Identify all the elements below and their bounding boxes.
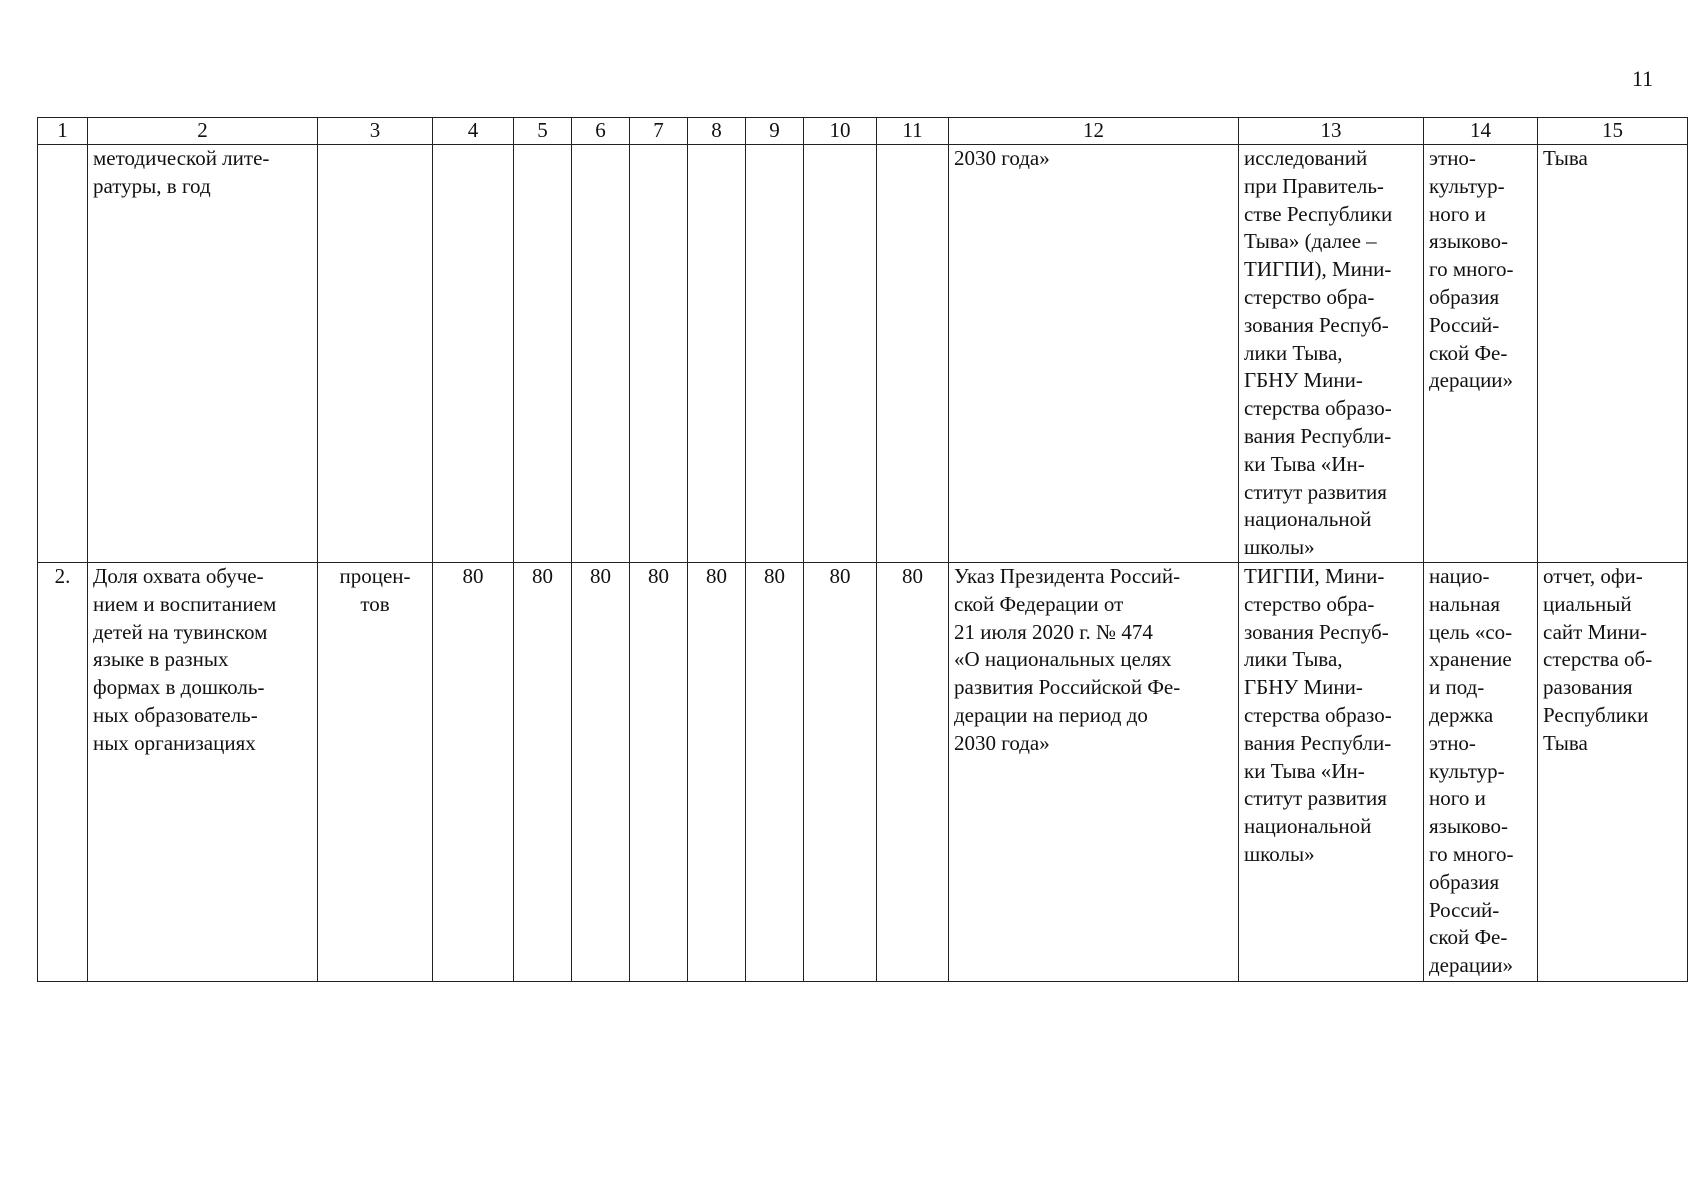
page-number: 11 [1632, 66, 1654, 91]
responsible-cell: исследований при Правитель- стве Республики Тыва» (далее – ТИГПИ), Мини- стерство обра- зования Респуб- лики Тыва, ГБНУ Мини- стерства образо- вания Республи- ки Тыва «Ин- ститут развития национальной школы» [1239, 145, 1424, 563]
value-cell [746, 145, 804, 563]
column-header: 9 [746, 118, 804, 145]
national-goal-cell: нацио- нальная цель «со- хранение и под- держка этно- культур- ного и языково- го много- образия Россий- ской Фе- дерации» [1424, 562, 1538, 981]
legal-basis-cell: Указ Президента Россий- ской Федерации от 21 июля 2020 г. № 474 «О национальных целях развития Российской Фе- дерации на период до 2030 года» [949, 562, 1239, 981]
value-cell: 80 [572, 562, 630, 981]
unit-cell: процен- тов [318, 562, 433, 981]
column-header: 4 [433, 118, 514, 145]
indicator-name-cell: Доля охвата обуче- нием и воспитанием детей на тувинском языке в разных формах в дошколь- ных образователь- ных организациях [88, 562, 318, 981]
table-row [38, 145, 1688, 563]
column-header: 7 [630, 118, 688, 145]
row-number-cell: 2. [38, 562, 88, 981]
value-cell: 80 [630, 562, 688, 981]
column-header: 6 [572, 118, 630, 145]
value-cell [688, 145, 746, 563]
column-header: 15 [1538, 118, 1688, 145]
column-header: 5 [514, 118, 572, 145]
value-cell: 80 [804, 562, 877, 981]
national-goal-cell: этно- культур- ного и языково- го много- образия Россий- ской Фе- дерации» [1424, 145, 1538, 563]
column-header: 12 [949, 118, 1239, 145]
column-header: 1 [38, 118, 88, 145]
value-cell [572, 145, 630, 563]
value-cell [804, 145, 877, 563]
row-number-cell [38, 145, 88, 563]
value-cell: 80 [746, 562, 804, 981]
column-header: 2 [88, 118, 318, 145]
column-header: 13 [1239, 118, 1424, 145]
responsible-cell: ТИГПИ, Мини- стерство обра- зования Респуб- лики Тыва, ГБНУ Мини- стерства образо- вания Республи- ки Тыва «Ин- ститут развития национальной школы» [1239, 562, 1424, 981]
value-cell [877, 145, 949, 563]
value-cell [514, 145, 572, 563]
column-header: 10 [804, 118, 877, 145]
value-cell [433, 145, 514, 563]
table-row [38, 562, 1688, 981]
value-cell: 80 [433, 562, 514, 981]
unit-cell [318, 145, 433, 563]
indicators-table [37, 117, 1688, 982]
column-header: 11 [877, 118, 949, 145]
value-cell: 80 [514, 562, 572, 981]
value-cell [630, 145, 688, 563]
column-number-row [38, 118, 1688, 145]
data-source-cell: отчет, офи- циальный сайт Мини- стерства об- разования Республики Тыва [1538, 562, 1688, 981]
data-source-cell: Тыва [1538, 145, 1688, 563]
value-cell: 80 [877, 562, 949, 981]
value-cell: 80 [688, 562, 746, 981]
legal-basis-cell: 2030 года» [949, 145, 1239, 563]
indicator-name-cell: методической лите- ратуры, в год [88, 145, 318, 563]
column-header: 3 [318, 118, 433, 145]
column-header: 8 [688, 118, 746, 145]
column-header: 14 [1424, 118, 1538, 145]
